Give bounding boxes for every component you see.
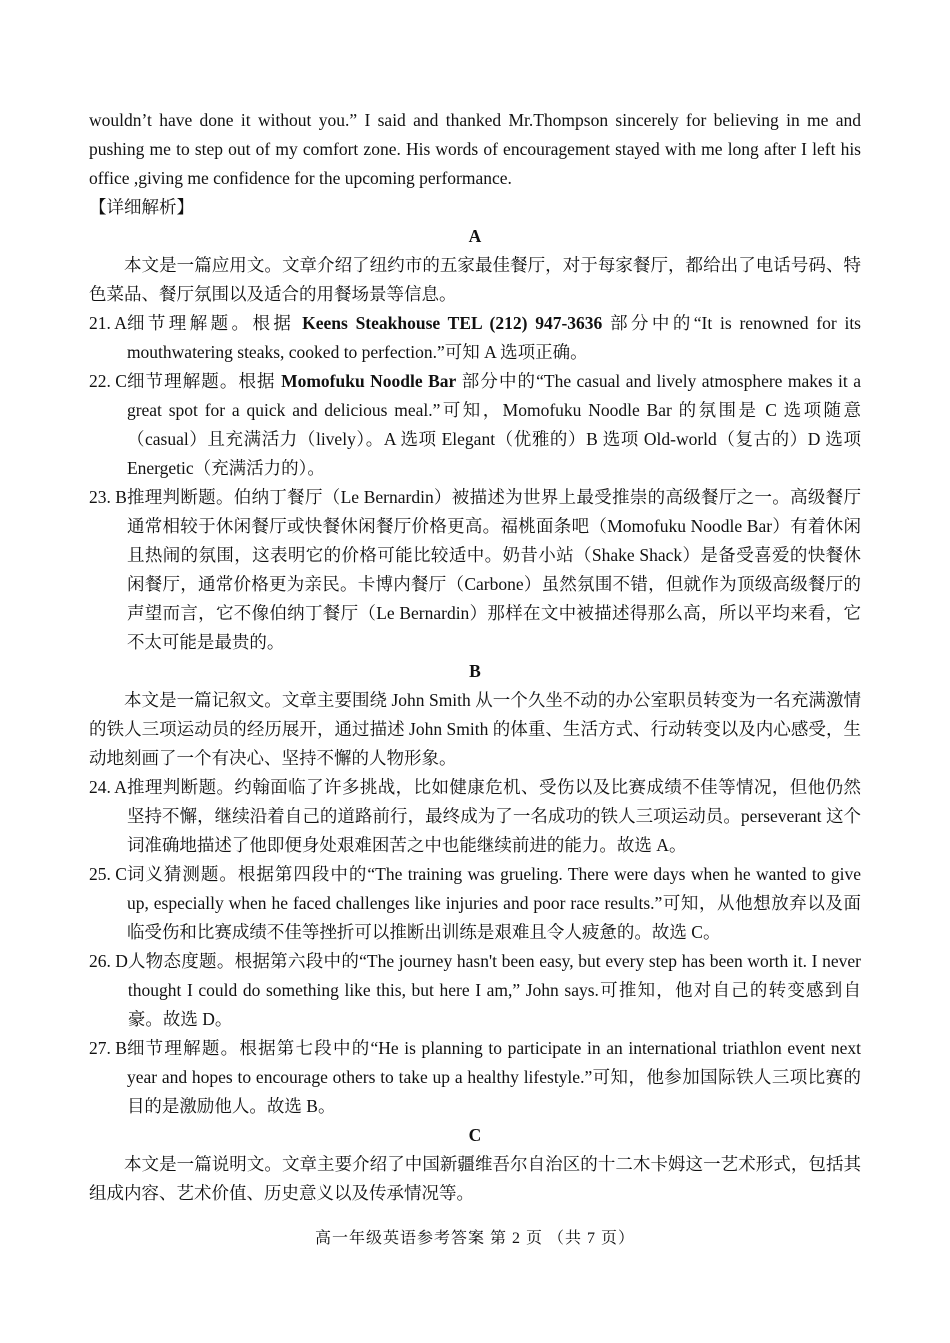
question-25 (89, 860, 861, 947)
section-c-summary: 本文是一篇说明文。文章主要介绍了中国新疆维吾尔自治区的十二木卡姆这一艺术形式，包括其组成内容、艺术价值、历史意义以及传承情况等。 (89, 1154, 861, 1203)
question-23 (89, 483, 861, 657)
section-b-title: B (469, 661, 481, 681)
question-26-explanation: 人物态度题。根据第六段中的“The journey hasn't been easy, but every step has been worth it. I never thought I could do something like this, but here I am,” John says.可推知，他对自己的转变感到自豪。故选 D。 (127, 951, 861, 1029)
question-24 (89, 773, 861, 860)
question-21-explanation (127, 309, 861, 367)
section-c-title: C (468, 1125, 482, 1145)
question-21-post: 部分中的“It is renowned for its mouthwatering steaks, cooked to perfection.”可知 A 选项正确。 (126, 313, 861, 362)
question-21-source: Keens Steakhouse TEL (212) 947-3636 (302, 313, 603, 333)
intro-paragraph: wouldn’t have done it without you.” I said and thanked Mr.Thompson sincerely for believing in me and pushing me to step out of my comfort zone. His words of encouragement stayed with me long after I left his office ,giving me confidence for the upcoming performance. (89, 110, 861, 188)
question-27 (89, 1034, 861, 1121)
answer-content (89, 106, 861, 1208)
section-a-title: A (468, 226, 482, 246)
question-22-source: Momofuku Noodle Bar (281, 371, 457, 391)
question-25-number: 25. C (89, 864, 127, 884)
question-22-number: 22. C (89, 371, 127, 391)
question-26 (89, 947, 861, 1034)
question-27-number: 27. B (89, 1038, 127, 1058)
question-22 (89, 367, 861, 483)
question-24-number: 24. A (89, 777, 127, 797)
question-23-number: 23. B (89, 487, 127, 507)
question-27-explanation: 细节理解题。根据第七段中的“He is planning to participate in an international triathlon event next year and hopes to encourage others to take up a healthy lifestyle.”可知，他参加国际铁人三项比赛的目的是激励他人。故选 B。 (126, 1038, 861, 1116)
detail-header: 【详细解析】 (89, 197, 194, 217)
question-25-explanation: 词义猜测题。根据第四段中的“The training was grueling. There were days when he wanted to give up, especially when he faced challenges like injuries and poor race results.”可知，从他想放弃以及面临受伤和比赛成绩不佳等挫折可以推断出训练是艰难且令人疲惫的。故选 C。 (126, 864, 861, 942)
question-26-number: 26. D (89, 951, 128, 971)
question-24-explanation: 推理判断题。约翰面临了许多挑战，比如健康危机、受伤以及比赛成绩不佳等情况，但他仍然坚持不懈，继续沿着自己的道路前行，最终成为了一名成功的铁人三项运动员。perseverant 这个词准确地描述了他即便身处艰难困苦之中也能继续前进的能力。故选 A。 (126, 777, 861, 855)
section-a-summary: 本文是一篇应用文。文章介绍了纽约市的五家最佳餐厅，对于每家餐厅，都给出了电话号码、特色菜品、餐厅氛围以及适合的用餐场景等信息。 (89, 255, 861, 304)
question-22-pre: 细节理解题。根据 (126, 371, 282, 391)
question-22-explanation (127, 367, 861, 483)
section-b-summary: 本文是一篇记叙文。文章主要围绕 John Smith 从一个久坐不动的办公室职员转变为一名充满激情的铁人三项运动员的经历展开，通过描述 John Smith 的体重、生活方式、行动转变以及内心感受，生动地刻画了一个有决心、坚持不懈的人物形象。 (89, 690, 861, 768)
question-21-pre: 细节理解题。根据 (126, 313, 303, 333)
page-footer: 高一年级英语参考答案 第 2 页 （共 7 页） (314, 1230, 635, 1247)
question-21-number: 21. A (89, 313, 127, 333)
question-23-explanation: 推理判断题。伯纳丁餐厅（Le Bernardin）被描述为世界上最受推崇的高级餐厅之一。高级餐厅通常相较于休闲餐厅或快餐休闲餐厅价格更高。福桃面条吧（Momofuku Noodle Bar）有着休闲且热闹的氛围，这表明它的价格可能比较适中。奶昔小站（Shake Shack）是备受喜爱的快餐休闲餐厅，通常价格更为亲民。卡博内餐厅（Carbone）虽然氛围不错，但就作为顶级高级餐厅的声望而言，它不像伯纳丁餐厅（Le Bernardin）那样在文中被描述得那么高，所以平均来看，它不太可能是最贵的。 (126, 487, 861, 652)
question-21 (89, 309, 861, 367)
question-22-post: 部分中的“The casual and lively atmosphere makes it a great spot for a quick and delicious meal.”可知，Momofuku Noodle Bar 的氛围是 C 选项随意（casual）且充满活力（lively）。A 选项 Elegant（优雅的）B 选项 Old-world（复古的）D 选项 Energetic（充满活力的）。 (126, 371, 862, 478)
